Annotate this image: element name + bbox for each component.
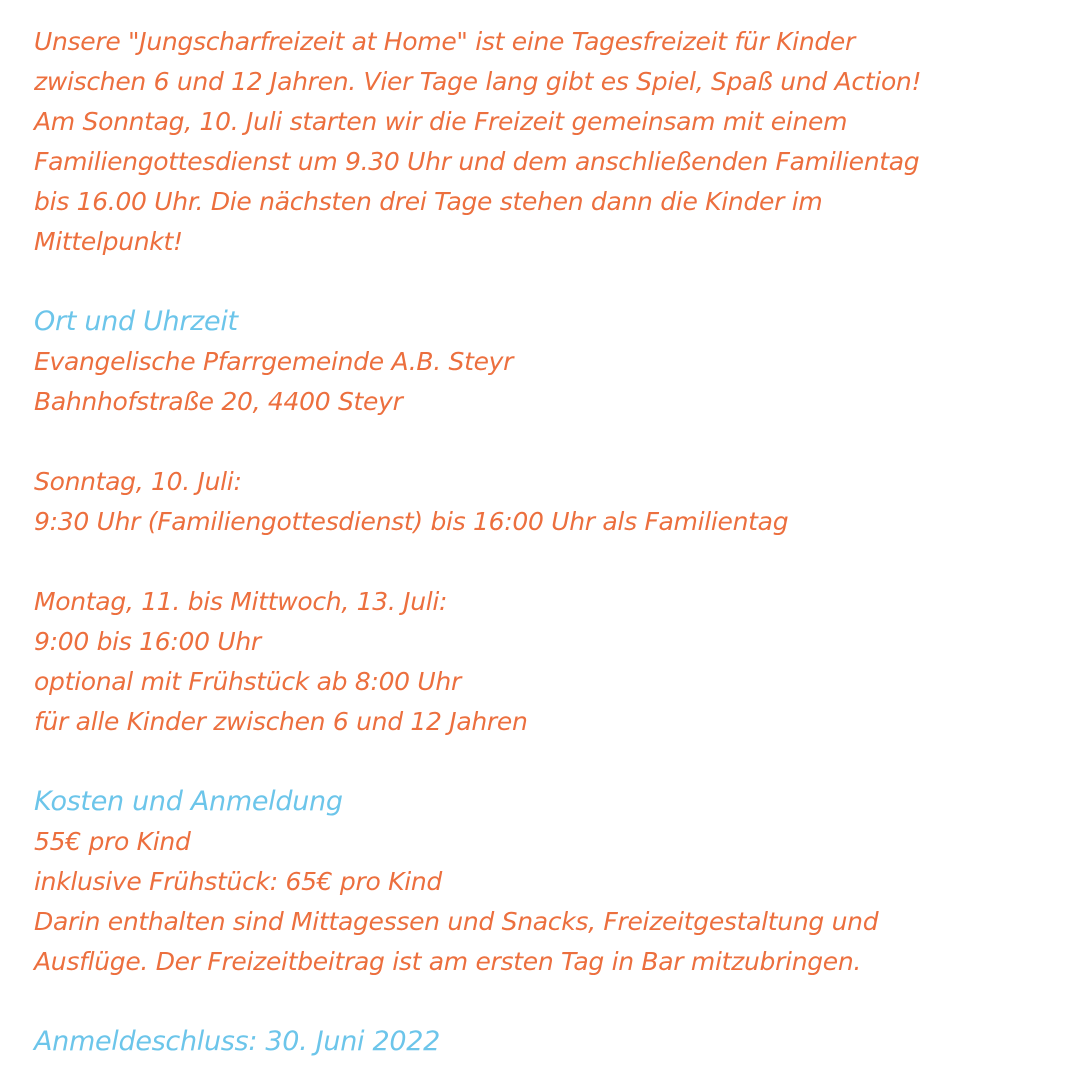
costs-line: 55€ pro Kind <box>34 827 191 856</box>
intro-line: Unsere "Jungscharfreizeit at Home" ist eine Tagesfreizeit für Kinder <box>34 27 855 56</box>
spacer <box>34 742 1054 782</box>
costs-section <box>34 782 1054 982</box>
intro-line: zwischen 6 und 12 Jahren. Vier Tage lang gibt es Spiel, Spaß und Action! <box>34 67 922 96</box>
flyer-text <box>34 22 1054 1062</box>
spacer <box>34 262 1054 302</box>
weekdays-line: für alle Kinder zwischen 6 und 12 Jahren <box>34 707 528 736</box>
location-line: Bahnhofstraße 20, 4400 Steyr <box>34 387 403 416</box>
spacer <box>34 982 1054 1022</box>
intro-paragraph <box>34 22 1054 262</box>
spacer <box>34 542 1054 582</box>
spacer <box>34 422 1054 462</box>
costs-line: Darin enthalten sind Mittagessen und Snacks, Freizeitgestaltung und <box>34 907 879 936</box>
location-line: Evangelische Pfarrgemeinde A.B. Steyr <box>34 347 514 376</box>
intro-line: Mittelpunkt! <box>34 227 183 256</box>
costs-heading: Kosten und Anmeldung <box>34 786 343 817</box>
weekdays-line: 9:00 bis 16:00 Uhr <box>34 627 261 656</box>
deadline-section <box>34 1022 1054 1062</box>
sunday-section <box>34 462 1054 542</box>
weekdays-line: Montag, 11. bis Mittwoch, 13. Juli: <box>34 587 448 616</box>
costs-line: Ausflüge. Der Freizeitbeitrag ist am ersten Tag in Bar mitzubringen. <box>34 947 862 976</box>
intro-line: bis 16.00 Uhr. Die nächsten drei Tage stehen dann die Kinder im <box>34 187 823 216</box>
sunday-line: Sonntag, 10. Juli: <box>34 467 242 496</box>
sunday-line: 9:30 Uhr (Familiengottesdienst) bis 16:00 Uhr als Familientag <box>34 507 789 536</box>
deadline-heading: Anmeldeschluss: 30. Juni 2022 <box>34 1026 441 1057</box>
intro-line: Familiengottesdienst um 9.30 Uhr und dem anschließenden Familientag <box>34 147 920 176</box>
intro-line: Am Sonntag, 10. Juli starten wir die Freizeit gemeinsam mit einem <box>34 107 848 136</box>
costs-line: inklusive Frühstück: 65€ pro Kind <box>34 867 442 896</box>
location-heading: Ort und Uhrzeit <box>34 306 238 337</box>
weekdays-line: optional mit Frühstück ab 8:00 Uhr <box>34 667 461 696</box>
location-section <box>34 302 1054 422</box>
weekdays-section <box>34 582 1054 742</box>
